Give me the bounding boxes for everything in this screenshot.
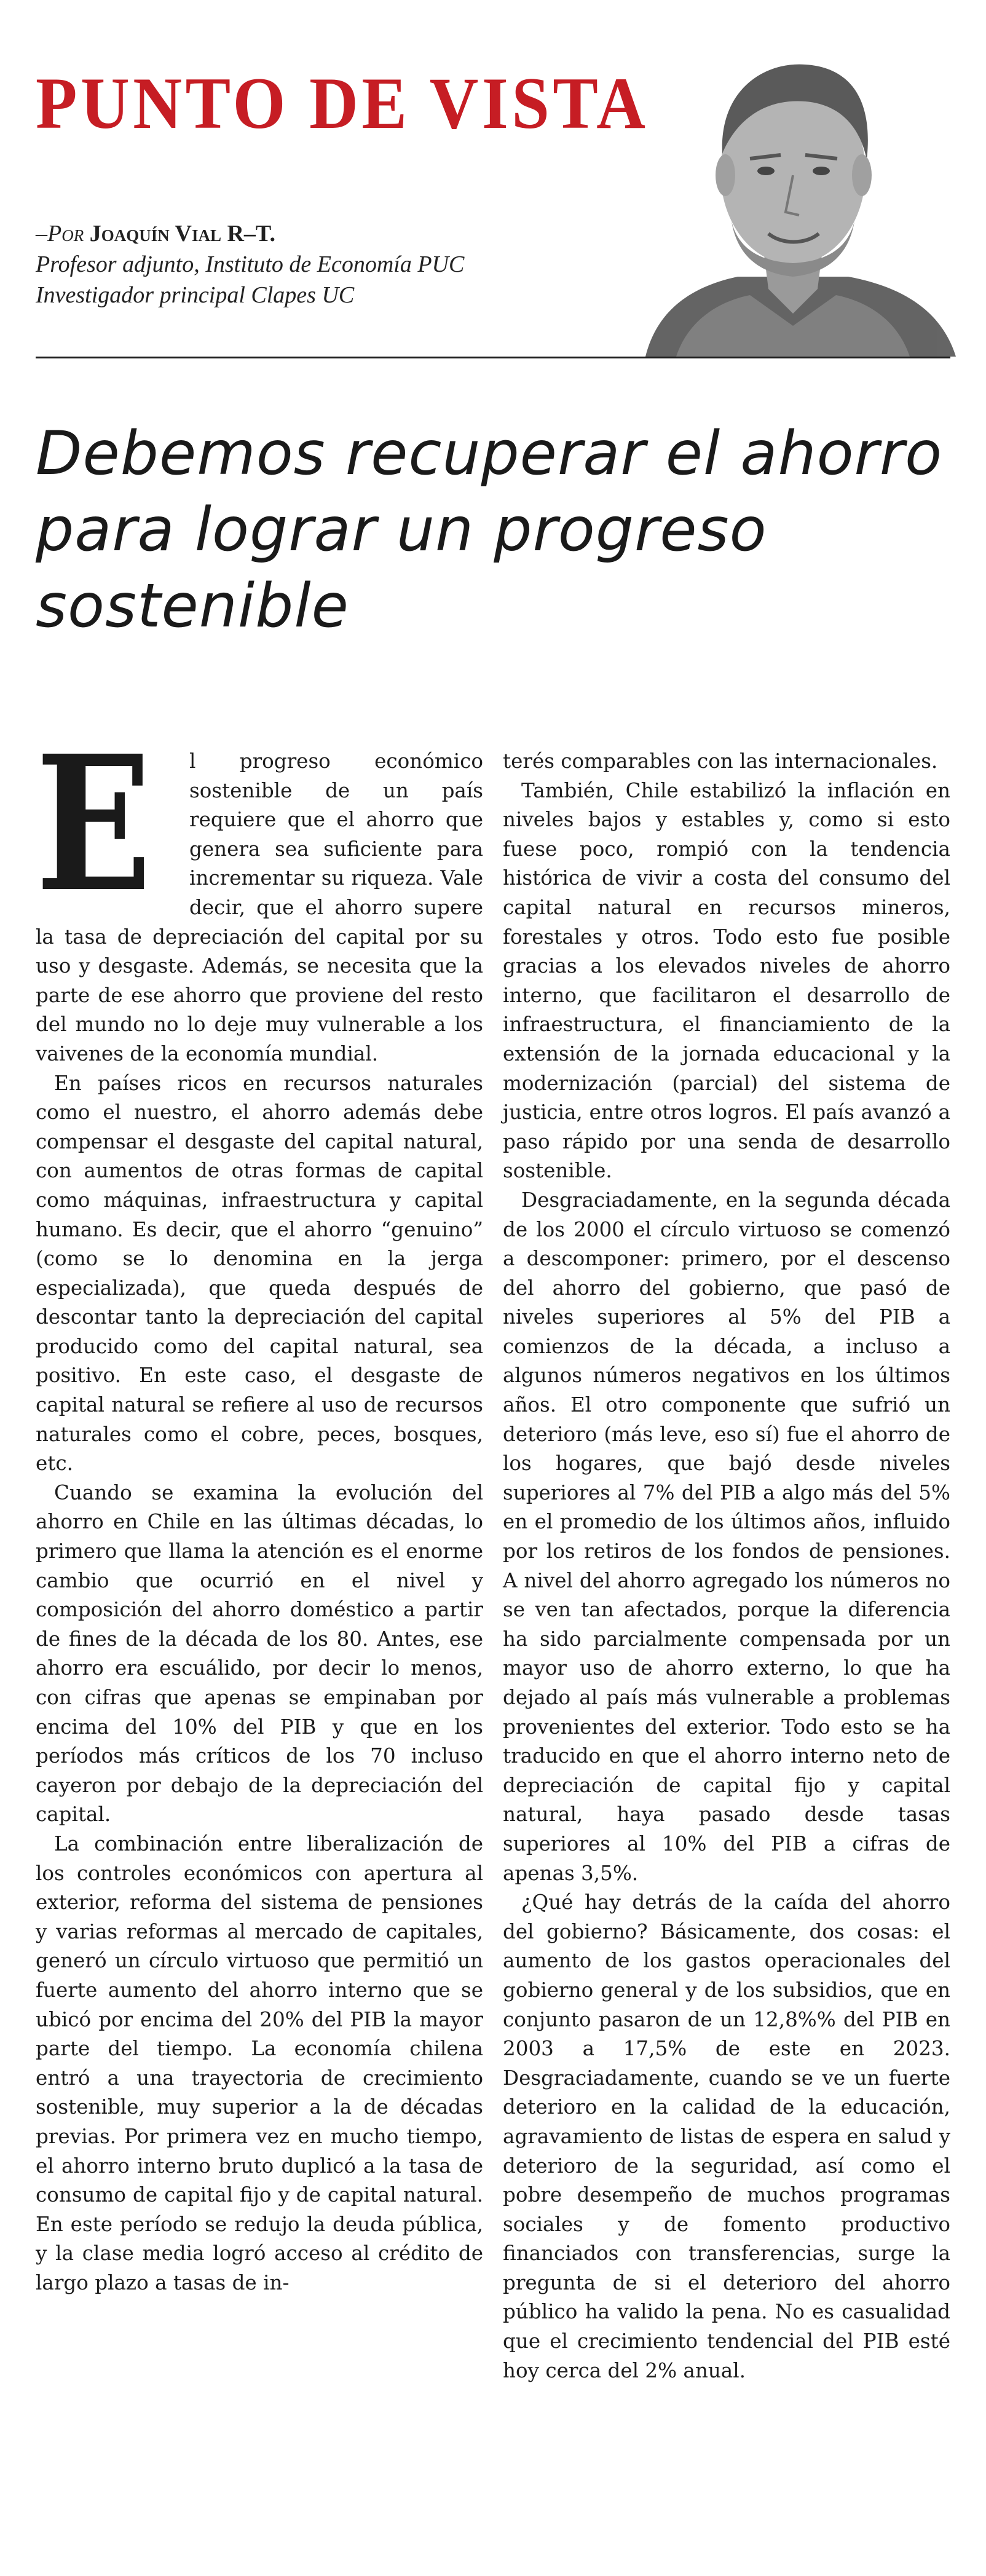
article-paragraph-3: Cuando se examina la evolución del ahorro en Chile en las últimas décadas, lo primero que llama la atención es el enorme cambio que ocurrió en el nivel y composición del ahorro doméstico a partir de fines de la década de los 80. Antes, ese ahorro era escuálido, por decir lo menos, con cifras que apenas se empinaban por encima del 10% del PIB y que en los períodos más críticos de los 70 incluso cayeron por debajo de la depreciación del capital. <box>36 1480 483 1827</box>
article-column-right <box>503 747 950 2385</box>
drop-cap: E <box>36 715 152 933</box>
article-paragraph-5: También, Chile estabilizó la inflación en niveles bajos y estables y, como si esto fuese poco, rompió con la tendencia histórica de vivir a costa del consumo del capital natural en recursos mineros, forestales y otros. Todo esto fue posible gracias a los elevados niveles de ahorro interno, que facilitaron el desarrollo de infraestructura, el financiamiento de la extensión de la jornada educacional y la modernización (parcial) del sistema de justicia, entre otros logros. El país avanzó a paso rápido por una senda de desarrollo sostenible. <box>503 778 950 1183</box>
article-paragraph-1-text: l progreso económico sostenible de un país requiere que el ahorro que genera sea suficiente para incrementar su riqueza. Vale decir, que el ahorro supere la tasa de depreciación del capital por su uso y desgaste. Además, se necesita que la parte de ese ahorro que proviene del resto del mundo no lo deje muy vulnerable a los vaivenes de la economía mundial. <box>36 749 483 1065</box>
author-name: Joaquín Vial R–T. <box>89 221 275 247</box>
author-line <box>36 218 464 249</box>
article-paragraph-6: Desgraciadamente, en la segunda década de los 2000 el círculo virtuoso se comenzó a descomponer: primero, por el descenso del ahorro del gobierno, que pasó de niveles superiores al 5% del PIB a comienzos de la década, a incluso a algunos números negativos en los últimos años. El otro componente que sufrió un deterioro (más leve, eso sí) fue el ahorro de los hogares, que bajó desde niveles superiores al 7% del PIB a algo más del 5% en el promedio de los últimos años, influido por los retiros de los fondos de pensiones. A nivel del ahorro agregado los números no se ven tan afectados, porque la diferencia ha sido parcialmente compensada por un mayor uso de ahorro externo, lo que ha dejado al país más vulnerable a problemas provenientes del exterior. Todo esto se ha traducido en que el ahorro interno neto de depreciación de capital fijo y capital natural, haya pasado desde tasas superiores al 10% del PIB a cifras de apenas 3,5%. <box>503 1188 950 1885</box>
author-role-1: Profesor adjunto, Instituto de Economía PUC <box>36 251 465 277</box>
author-portrait <box>621 37 965 357</box>
article-paragraph-4-continued: terés comparables con las internacionales. <box>503 749 938 773</box>
header-rule <box>36 357 950 358</box>
section-title: PUNTO DE VISTA <box>36 62 649 144</box>
author-role-2: Investigador principal Clapes UC <box>36 282 355 308</box>
article-paragraph-7: ¿Qué hay detrás de la caída del ahorro del gobierno? Básicamente, dos cosas: el aumento de los gastos operacionales del gobierno general y de los subsidios, que en conjunto pasaron de un 12,8%% del PIB en 2003 a 17,5% de este en 2023. Desgraciadamente, cuando se ve un fuerte deterioro en la calidad de la educación, agravamiento de listas de espera en salud y deterioro de la seguridad, así como el pobre desempeño de muchos programas sociales y de fomento productivo financiados con transferencias, surge la pregunta de si el deterioro del ahorro público ha valido la pena. No es casualidad que el crecimiento tendencial del PIB esté hoy cerca del 2% anual. <box>503 1891 950 2382</box>
article-paragraph-1 <box>36 715 483 1069</box>
article-paragraph-4: La combinación entre liberalización de los controles económicos con apertura al exterior, reforma del sistema de pensiones y varias reformas al mercado de capitales, generó un círculo virtuoso que permitió un fuerte aumento del ahorro interno que se ubicó por encima del 20% del PIB la mayor parte del tiempo. La economía chilena entró a una trayectoria de crecimiento sostenible, muy superior a la de décadas previas. Por primera vez en mucho tiempo, el ahorro interno bruto duplicó a la tasa de consumo de capital fijo y de capital natural. En este período se redujo la deuda pública, y la clase media logró acceso al crédito de largo plazo a tasas de in- <box>36 1831 483 2294</box>
headline: Debemos recuperar el ahorro para lograr un progreso sostenible <box>36 418 943 641</box>
article-paragraph-2: En países ricos en recursos naturales como el nuestro, el ahorro además debe compensar el desgaste del capital natural, con aumentos de otras formas de capital como máquinas, infraestructura y capital humano. Es decir, que el ahorro “genuino” (como se lo denomina en la jerga especializada), que queda después de descontar tanto la depreciación del capital producido como del capital natural, sea positivo. En este caso, el desgaste de capital natural se refiere al uso de recursos naturales como el cobre, peces, bosques, etc. <box>36 1071 483 1476</box>
article-column-left <box>36 715 483 2297</box>
author-prefix: –Por <box>36 221 84 247</box>
author-byline <box>36 218 464 310</box>
